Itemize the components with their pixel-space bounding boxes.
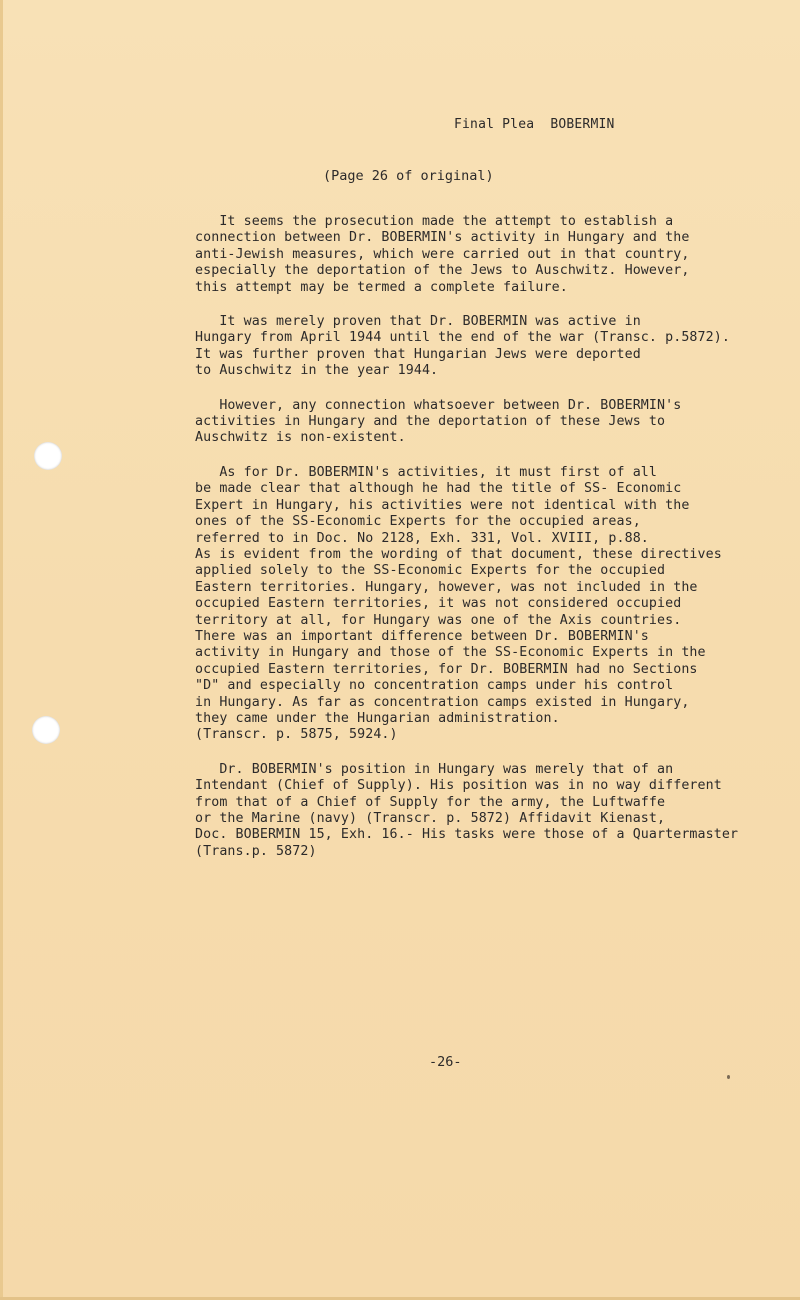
text-line: It was merely proven that Dr. BOBERMIN was active in — [195, 314, 641, 330]
text-line: (Trans.p. 5872) — [195, 843, 317, 859]
paragraph-4 — [195, 465, 795, 744]
paragraph-1 — [195, 214, 795, 296]
text-line: There was an important difference between Dr. BOBERMIN's — [195, 628, 649, 644]
document-body — [195, 214, 795, 878]
running-header: Final Plea BOBERMIN — [454, 117, 615, 132]
text-line: from that of a Chief of Supply for the army, the Luftwaffe — [195, 794, 666, 810]
text-line: As is evident from the wording of that document, these directives — [195, 546, 722, 562]
text-line: or the Marine (navy) (Transcr. p. 5872) Affidavit Kienast, — [195, 811, 666, 826]
text-line: anti-Jewish measures, which were carried out in that country, — [195, 246, 690, 262]
text-line: It seems the prosecution made the attempt to establish a — [195, 214, 674, 229]
text-line: Hungary from April 1944 until the end of the war (Transc. p.5872). — [195, 330, 730, 346]
text-line: referred to in Doc. No 2128, Exh. 331, Vol. XVIII, p.88. — [195, 530, 649, 546]
text-line: Auschwitz is non-existent. — [195, 430, 406, 446]
text-line: Doc. BOBERMIN 15, Exh. 16.- His tasks were those of a Quartermaster — [195, 827, 739, 843]
text-line: in Hungary. As far as concentration camps existed in Hungary, — [195, 694, 690, 710]
text-line: to Auschwitz in the year 1944. — [195, 363, 439, 379]
text-line: ones of the SS-Economic Experts for the occupied areas, — [195, 514, 641, 530]
page-reference: (Page 26 of original) — [323, 168, 494, 184]
text-line: However, any connection whatsoever between Dr. BOBERMIN's — [195, 397, 682, 413]
text-line: Intendant (Chief of Supply). His position was in no way different — [195, 778, 722, 794]
text-line: territory at all, for Hungary was one of the Axis countries. — [195, 612, 682, 628]
text-line: As for Dr. BOBERMIN's activities, it must first of all — [195, 464, 658, 480]
text-line: this attempt may be termed a complete failure. — [195, 279, 568, 295]
text-line: they came under the Hungarian administration. — [195, 710, 560, 726]
text-line: connection between Dr. BOBERMIN's activity in Hungary and the — [195, 230, 690, 246]
text-line: activity in Hungary and those of the SS-Economic Experts in the — [195, 645, 706, 661]
text-line: Dr. BOBERMIN's position in Hungary was merely that of an — [195, 761, 674, 777]
paragraph-5 — [195, 762, 795, 860]
text-line: It was further proven that Hungarian Jews were deported — [195, 346, 641, 362]
punch-hole-bottom — [32, 716, 60, 744]
text-line: (Transcr. p. 5875, 5924.) — [195, 727, 398, 743]
text-line: Expert in Hungary, his activities were not identical with the — [195, 497, 690, 513]
ink-speck — [727, 1075, 730, 1079]
punch-hole-top — [34, 442, 62, 470]
text-line: "D" and especially no concentration camps under his control — [195, 678, 674, 694]
text-line: especially the deportation of the Jews to Auschwitz. However, — [195, 263, 690, 279]
text-line: Eastern territories. Hungary, however, was not included in the — [195, 579, 698, 595]
page-number: -26- — [429, 1054, 462, 1070]
text-line: occupied Eastern territories, it was not considered occupied — [195, 596, 682, 612]
text-line: activities in Hungary and the deportation of these Jews to — [195, 414, 666, 430]
text-line: applied solely to the SS-Economic Experts for the occupied — [195, 563, 666, 579]
paragraph-3 — [195, 398, 795, 447]
text-line: be made clear that although he had the title of SS- Economic — [195, 481, 682, 497]
paragraph-2 — [195, 314, 795, 380]
text-line: occupied Eastern territories, for Dr. BOBERMIN had no Sections — [195, 661, 698, 677]
